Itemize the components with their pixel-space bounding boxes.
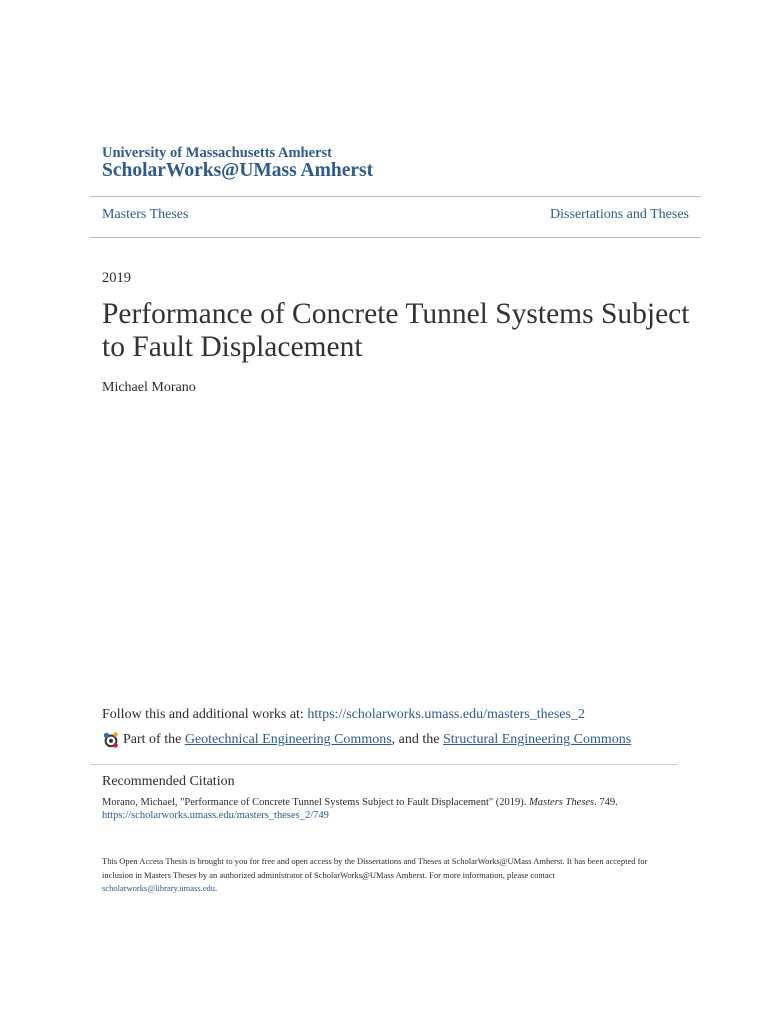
notice-text: This Open Access Thesis is brought to you for free and open access by the Dissertations and Theses at ScholarWorks@UMass Amherst. It has been accepted for inclusion in Masters Theses by an authorized administrator of ScholarWorks@UMass Amherst. For more information, please contact bbox=[102, 856, 648, 880]
open-access-notice bbox=[102, 855, 662, 896]
notice-end: . bbox=[215, 883, 218, 893]
follow-label: Follow this and additional works at: bbox=[102, 707, 308, 722]
structural-commons-link[interactable]: Structural Engineering Commons bbox=[443, 732, 632, 747]
citation-heading: Recommended Citation bbox=[102, 774, 235, 789]
dissertations-theses-link[interactable]: Dissertations and Theses bbox=[550, 207, 689, 222]
follow-line bbox=[102, 707, 585, 723]
part-of-prefix: Part of the bbox=[123, 732, 182, 747]
contact-email-link[interactable]: scholarworks@library.umass.edu bbox=[102, 883, 216, 893]
network-icon bbox=[102, 731, 120, 749]
geotechnical-commons-link[interactable]: Geotechnical Engineering Commons bbox=[184, 732, 392, 747]
part-of-middle: , and the bbox=[391, 732, 443, 747]
paper-title-line-1: Performance of Concrete Tunnel Systems Subject bbox=[102, 298, 690, 330]
part-of-line bbox=[102, 731, 631, 749]
header-divider-top bbox=[90, 196, 701, 197]
citation-divider bbox=[90, 764, 678, 765]
follow-url-link[interactable]: https://scholarworks.umass.edu/masters_theses_2 bbox=[307, 707, 585, 722]
masters-theses-link[interactable]: Masters Theses bbox=[102, 207, 189, 222]
repository-name[interactable]: ScholarWorks@UMass Amherst bbox=[102, 160, 374, 181]
header-divider-bottom bbox=[90, 237, 701, 238]
citation-text bbox=[102, 796, 702, 822]
citation-series: Masters Theses bbox=[529, 797, 595, 808]
citation-body: Morano, Michael, "Performance of Concrete Tunnel Systems Subject to Fault Displacement" (2019). bbox=[102, 797, 530, 808]
citation-end: . 749. bbox=[594, 797, 618, 808]
author-name: Michael Morano bbox=[102, 380, 196, 395]
paper-title bbox=[102, 298, 702, 364]
university-name[interactable]: University of Massachusetts Amherst bbox=[102, 145, 332, 161]
publication-year: 2019 bbox=[102, 270, 131, 286]
citation-url-link[interactable]: https://scholarworks.umass.edu/masters_theses_2/749 bbox=[102, 810, 329, 821]
paper-title-line-2: to Fault Displacement bbox=[102, 331, 363, 363]
